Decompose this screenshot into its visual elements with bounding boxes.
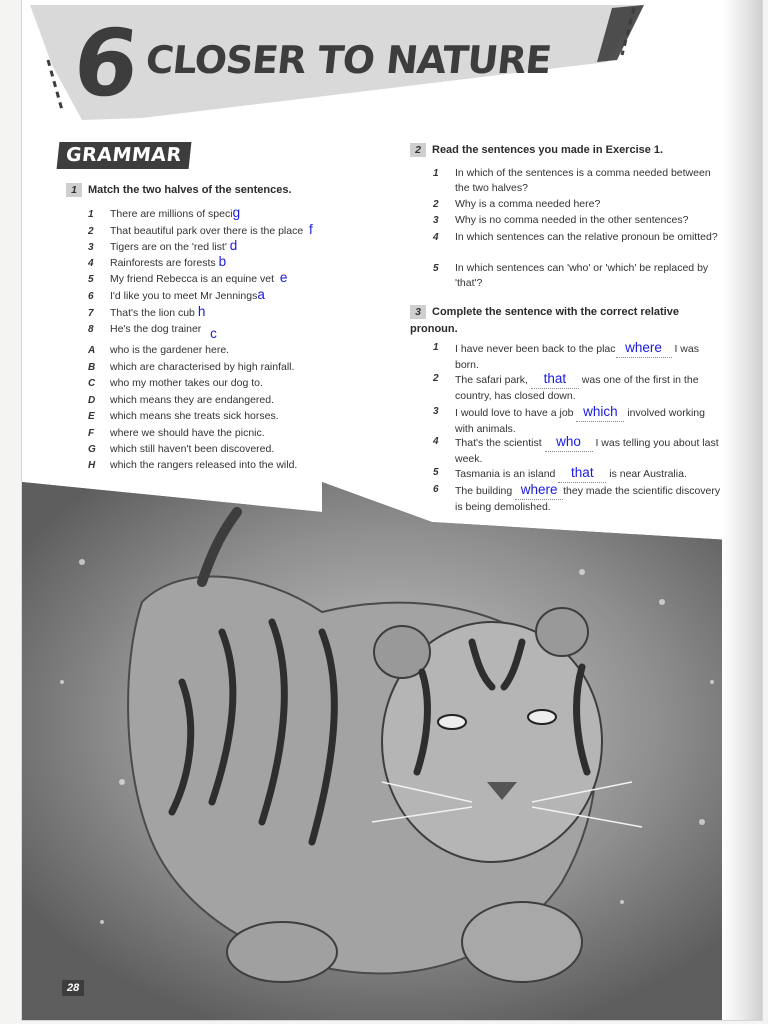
answer-blank[interactable] — [616, 340, 672, 358]
answer-blank[interactable] — [558, 465, 606, 483]
answer-text: c — [210, 326, 217, 341]
unit-number: 6 — [68, 10, 140, 117]
exercise-3-heading — [410, 304, 710, 338]
match-item: 7 That's the lion cub h — [88, 304, 206, 319]
match-item: 8 He's the dog trainer c — [88, 323, 217, 341]
answer-blank[interactable] — [545, 434, 593, 452]
unit-title: CLOSER TO NATURE — [143, 38, 553, 82]
ending-item: C who my mother takes our dog to. — [88, 377, 263, 389]
exercise-number: 3 — [410, 305, 426, 319]
fill-item: 6 The building where they made the scientific discovery is being demolished. — [433, 482, 721, 513]
question-item: 3 Why is no comma needed in the other sentences? — [433, 214, 689, 226]
ending-item: H which the rangers released into the wild. — [88, 459, 298, 471]
exercise-number: 2 — [410, 143, 426, 157]
ending-item: A who is the gardener here. — [88, 344, 230, 356]
fill-item: 5 Tasmania is an island that is near Australia. — [455, 465, 725, 483]
answer-blank[interactable] — [515, 482, 563, 500]
match-item: 2 That beautiful park over there is the place f — [88, 222, 313, 237]
exercise-3-title: Complete the sentence with the correct relative pronoun. — [410, 306, 679, 335]
exercise-number: 1 — [66, 183, 82, 197]
unit-banner — [22, 0, 762, 150]
answer-text: e — [279, 270, 288, 285]
match-item: 6 I'd like you to meet Mr Jenningsa — [88, 287, 265, 302]
answer-blank[interactable] — [576, 404, 624, 422]
page-fold-shadow — [722, 0, 762, 1020]
ending-item: E which means she treats sick horses. — [88, 410, 279, 422]
exercise-2-title: Read the sentences you made in Exercise 1. — [432, 144, 664, 156]
answer-text: which — [583, 404, 618, 419]
workbook-page — [22, 0, 762, 1020]
question-item: 5 In which sentences can 'who' or 'which' be replaced by 'that'? — [433, 262, 709, 289]
fill-item: 3 I would love to have a job which involved working with animals. — [433, 404, 705, 435]
match-item: 1 There are millions of specig — [88, 205, 241, 220]
fill-item: 2 The safari park, that was one of the first in the country, has closed down. — [433, 371, 699, 402]
match-item: 4 Rainforests are forests b — [88, 254, 227, 269]
question-item: 2 Why is a comma needed here? — [433, 198, 601, 210]
answer-text: where — [625, 340, 662, 355]
answer-blank[interactable] — [531, 371, 579, 389]
answer-text: f — [309, 222, 313, 237]
exercise-1-heading — [66, 183, 292, 197]
answer-text: b — [218, 254, 227, 269]
answer-text: who — [556, 434, 581, 449]
ending-item: D which means they are endangered. — [88, 394, 275, 406]
match-item: 3 Tigers are on the 'red list' d — [88, 238, 238, 253]
answer-text: where — [520, 482, 558, 497]
answer-text: that — [543, 371, 567, 386]
match-item: 5 My friend Rebecca is an equine vet e — [88, 270, 288, 285]
fill-item: 4 That's the scientist who I was telling you about last week. — [433, 434, 719, 465]
page-number: 28 — [62, 980, 84, 996]
answer-text: that — [571, 465, 594, 480]
tiger-photo — [22, 482, 762, 1020]
ending-item: B which are characterised by high rainfall. — [88, 361, 295, 373]
ending-item: G which still haven't been discovered. — [88, 443, 275, 455]
exercise-2-heading — [410, 143, 663, 157]
question-item: 4 In which sentences can the relative pronoun be omitted? — [433, 231, 718, 243]
exercise-1-title: Match the two halves of the sentences. — [88, 184, 292, 196]
answer-text: d — [229, 238, 238, 253]
tiger-illustration — [22, 482, 762, 1020]
answer-text: g — [232, 205, 241, 220]
answer-text: a — [257, 287, 265, 302]
fill-item: 1 I have never been back to the plac where I was born. — [433, 340, 699, 371]
ending-item: F where we should have the picnic. — [88, 427, 265, 439]
grammar-label: GRAMMAR — [57, 142, 191, 169]
answer-text: h — [197, 304, 206, 319]
question-item: 1 In which of the sentences is a comma needed between the two halves? — [433, 167, 711, 194]
